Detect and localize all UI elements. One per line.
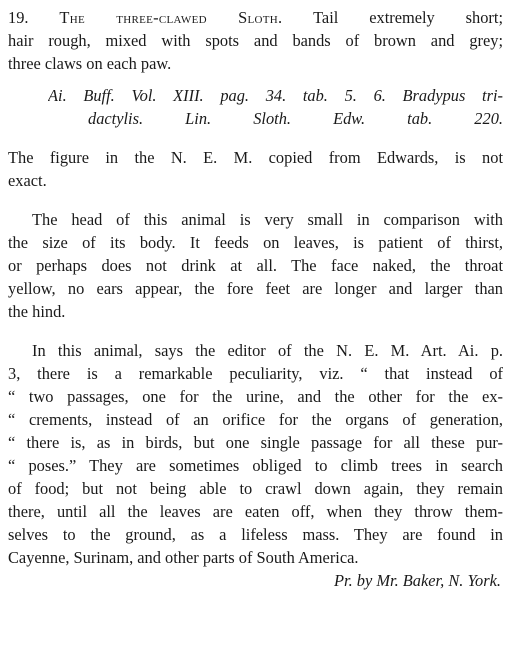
credit-prefix: Pr. by [334, 571, 373, 590]
reference-block [8, 84, 503, 130]
paragraph-line: The head of this animal is very small in comparison with [32, 210, 503, 229]
paragraph-line: In this animal, says the editor of the N. E. M. Art. Ai. p. [32, 341, 503, 360]
paragraph-line: Cayenne, Surinam, and other parts of South America. [8, 548, 359, 567]
paragraph-line: “ poses.” They are sometimes obliged to climb trees in search [8, 456, 503, 475]
paragraph-line: selves to the ground, as a lifeless mass. They are found in [8, 525, 503, 544]
entry-description-line: hair rough, mixed with spots and bands of brown and grey; [8, 31, 503, 50]
paragraph-line: “ there is, as in birds, but one single passage for all these pur- [8, 433, 503, 452]
paragraph-line: of food; but not being able to crawl down again, they remain [8, 479, 503, 498]
paragraph-line: the size of its body. It feeds on leaves, is patient of thirst, [8, 233, 503, 252]
entry-description-start: Tail extremely short; [313, 8, 503, 27]
credit-name: Mr. Baker, N. York. [376, 571, 501, 590]
paragraph-line: exact. [8, 171, 47, 190]
credit-line [8, 569, 503, 592]
paragraph-line: “ crements, instead of an orifice for the organs of generation, [8, 410, 503, 429]
paragraph-editor-quote [8, 339, 503, 569]
paragraph-description [8, 208, 503, 323]
paragraph-line: “ two passages, one for the urine, and the other for the ex- [8, 387, 503, 406]
entry-heading-line [8, 6, 503, 29]
paragraph-line: there, until all the leaves are eaten off, when they throw them- [8, 502, 503, 521]
entry-number: 19. [8, 8, 29, 27]
entry-description-line: three claws on each paw. [8, 54, 172, 73]
paragraph-line: 3, there is a remarkable peculiarity, viz. “ that instead of [8, 364, 503, 383]
paragraph-line: the hind. [8, 302, 66, 321]
paragraph-line: yellow, no ears appear, the fore feet are longer and larger than [8, 279, 503, 298]
reference-line: Ai. Buff. Vol. XIII. pag. 34. tab. 5. 6. Bradypus tri- [48, 86, 503, 105]
reference-line: dactylis. Lin. Sloth. Edw. tab. 220. [88, 109, 503, 128]
paragraph-line: The figure in the N. E. M. copied from Edwards, is not [8, 148, 503, 167]
paragraph-line: or perhaps does not drink at all. The face naked, the throat [8, 256, 503, 275]
paragraph-figure-note [8, 146, 503, 192]
entry-title: The three-clawed Sloth. [59, 8, 283, 27]
